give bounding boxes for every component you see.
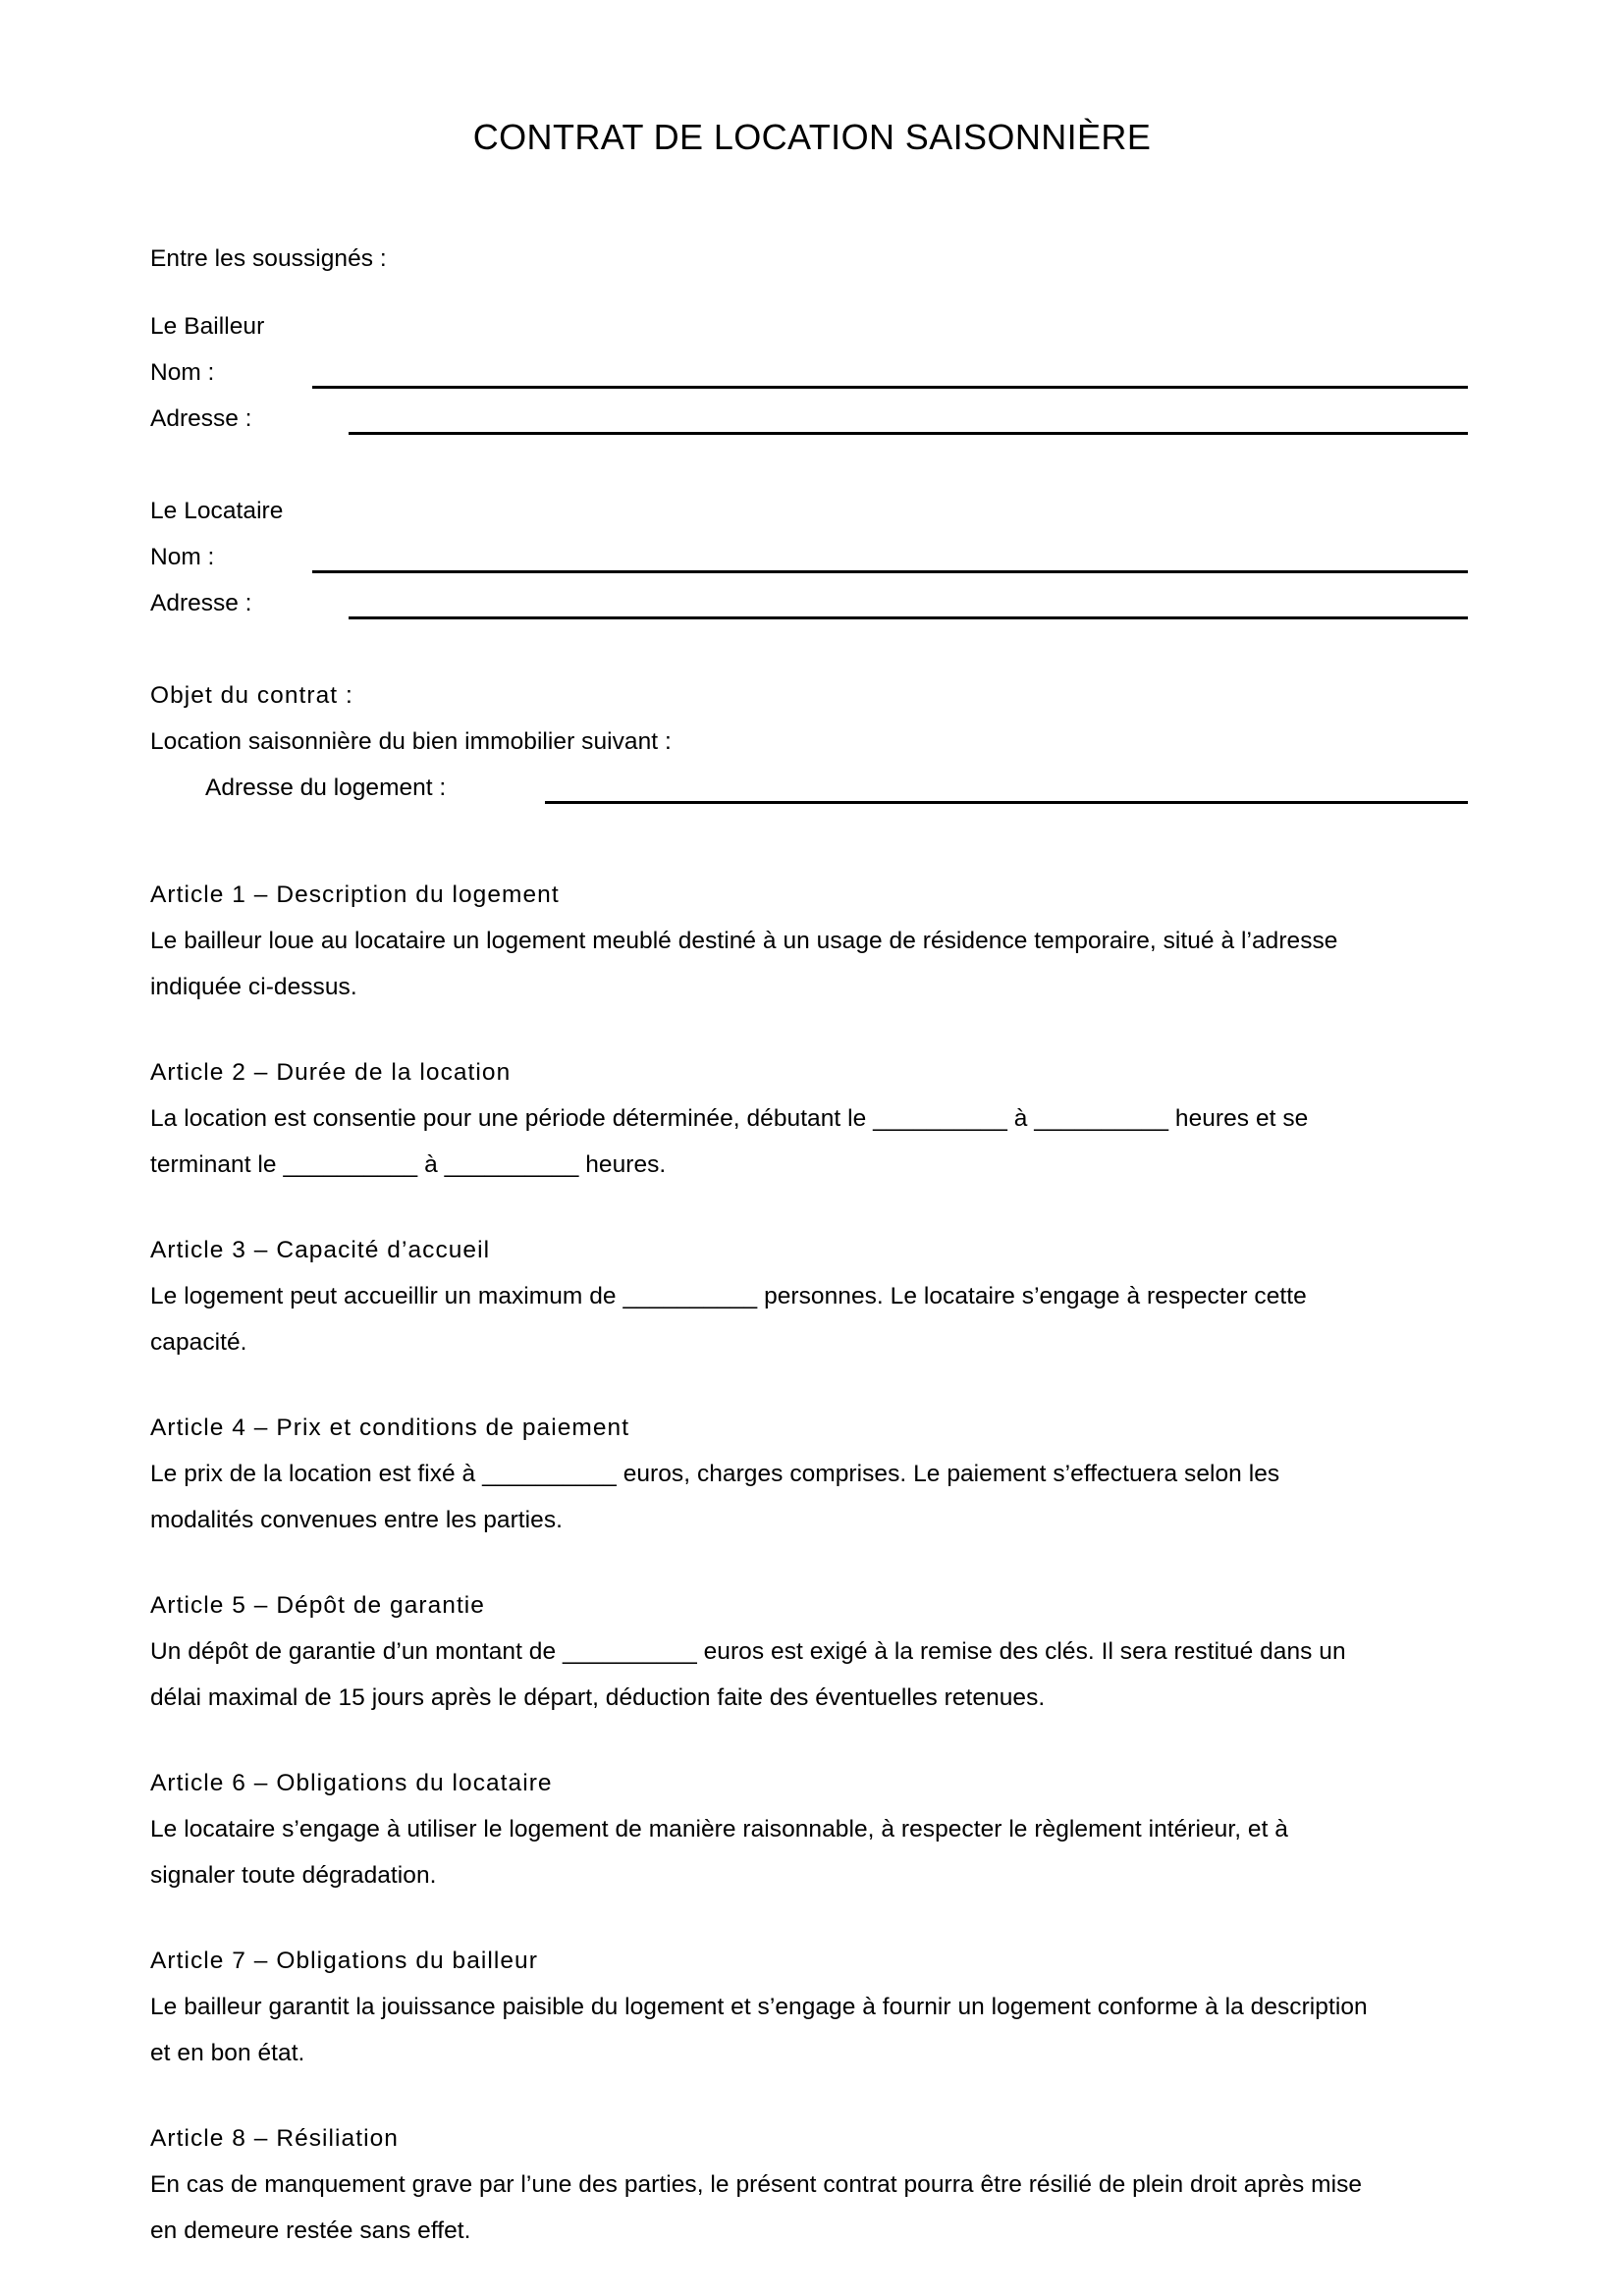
article-7-body: Le bailleur garantit la jouissance paisible du logement et s’engage à fournir un logement conforme à la description et en bon état. bbox=[150, 1994, 1368, 2066]
article-7-heading: Article 7 – Obligations du bailleur bbox=[150, 1948, 538, 1974]
article-3-heading: Article 3 – Capacité d’accueil bbox=[150, 1237, 491, 1263]
bailleur-adresse-label: Adresse : bbox=[150, 405, 252, 432]
article-8-heading: Article 8 – Résiliation bbox=[150, 2125, 399, 2152]
article-4-body: Le prix de la location est fixé à __________ euros, charges comprises. Le paiement s’effectuera selon les modalités convenues entre les parties. bbox=[150, 1461, 1280, 1533]
locataire-heading: Le Locataire bbox=[150, 498, 284, 524]
locataire-adresse-row bbox=[150, 580, 1378, 626]
locataire-nom-input[interactable] bbox=[312, 570, 1468, 573]
bailleur-heading: Le Bailleur bbox=[150, 313, 265, 340]
locataire-adresse-label: Adresse : bbox=[150, 590, 252, 616]
article-5-body: Un dépôt de garantie d’un montant de __________ euros est exigé à la remise des clés. Il sera restitué dans un délai maximal de 15 jours après le départ, déduction faite des éventuelles retenues. bbox=[150, 1638, 1346, 1711]
article-6-heading: Article 6 – Obligations du locataire bbox=[150, 1770, 553, 1796]
locataire-nom-label: Nom : bbox=[150, 544, 215, 570]
locataire-adresse-input[interactable] bbox=[349, 616, 1468, 619]
locataire-nom-row bbox=[150, 534, 1378, 580]
article-1-body: Le bailleur loue au locataire un logement meublé destiné à un usage de résidence temporaire, situé à l’adresse indiquée ci-dessus. bbox=[150, 928, 1338, 1000]
article-3-body: Le logement peut accueillir un maximum de __________ personnes. Le locataire s’engage à respecter cette capacité. bbox=[150, 1283, 1307, 1356]
article-8-body: En cas de manquement grave par l’une des parties, le présent contrat pourra être résilié de plein droit après mise en demeure restée sans effet. bbox=[150, 2171, 1363, 2244]
article-2-body: La location est consentie pour une période déterminée, débutant le __________ à __________ heures et se terminant le __________ à __________ heures. bbox=[150, 1105, 1309, 1178]
document-body bbox=[150, 236, 1378, 2254]
objet-heading: Objet du contrat : bbox=[150, 682, 353, 709]
adresse-logement-input[interactable] bbox=[545, 801, 1468, 804]
bailleur-adresse-row bbox=[150, 396, 1378, 442]
page-title: CONTRAT DE LOCATION SAISONNIÈRE bbox=[472, 117, 1152, 157]
bailleur-nom-row bbox=[150, 349, 1378, 396]
intro-line: Entre les soussignés : bbox=[150, 245, 387, 272]
article-1-heading: Article 1 – Description du logement bbox=[150, 881, 560, 908]
article-4-heading: Article 4 – Prix et conditions de paiement bbox=[150, 1415, 630, 1441]
bailleur-nom-input[interactable] bbox=[312, 386, 1468, 389]
article-6-body: Le locataire s’engage à utiliser le logement de manière raisonnable, à respecter le règlement intérieur, et à signaler toute dégradation. bbox=[150, 1816, 1288, 1889]
adresse-logement-label: Adresse du logement : bbox=[205, 774, 447, 801]
bailleur-nom-label: Nom : bbox=[150, 359, 215, 386]
article-5-heading: Article 5 – Dépôt de garantie bbox=[150, 1592, 485, 1619]
objet-line: Location saisonnière du bien immobilier suivant : bbox=[150, 728, 672, 755]
adresse-logement-row bbox=[150, 765, 1378, 811]
bailleur-adresse-input[interactable] bbox=[349, 432, 1468, 435]
article-2-heading: Article 2 – Durée de la location bbox=[150, 1059, 512, 1086]
